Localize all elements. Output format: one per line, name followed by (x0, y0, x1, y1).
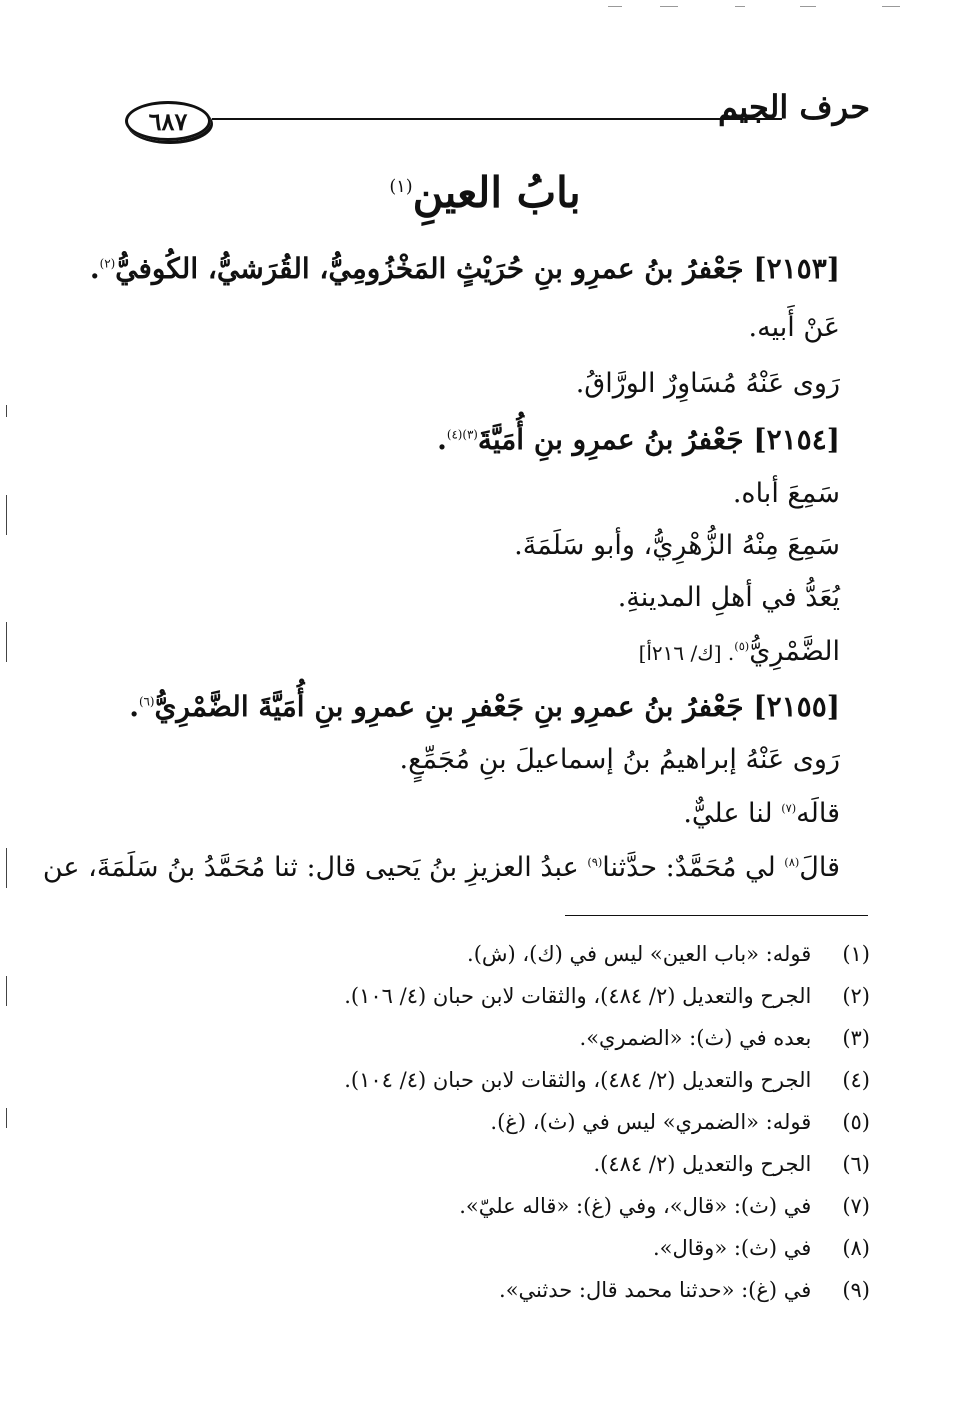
body-line (514, 530, 840, 561)
footnote-text: الجرح والتعديل (٢/ ٤٨٤). (593, 1152, 812, 1176)
body-line (639, 636, 840, 667)
entry-2154-heading (437, 423, 840, 456)
footnote (653, 1236, 870, 1260)
page-number: ٦٨٧ (148, 106, 188, 136)
line-tail: . (129, 690, 139, 723)
footnote-text: الجرح والتعديل (٢/ ٤٨٤)، والثقات لابن حبان (٤/ ١٠٤). (344, 1068, 812, 1092)
footnote-ref: (٧) (781, 801, 797, 815)
footnote-ref: (٨) (784, 855, 800, 869)
scan-edge-marks (0, 0, 970, 14)
line-text: رَوى عَنْهُ مُسَاوِرٌ الورَّاقُ. (575, 368, 840, 399)
line-text: سَمِعَ أباه. (732, 478, 840, 509)
body-line (618, 582, 840, 613)
footnote-number: (٩) (842, 1278, 870, 1302)
footnote-number: (٧) (842, 1194, 870, 1218)
body-line (43, 852, 840, 883)
footnote-ref: (٢) (99, 256, 116, 271)
footnote-text: الجرح والتعديل (٢/ ٤٨٤)، والثقات لابن حبان (٤/ ١٠٦). (344, 984, 812, 1008)
scan-margin-mark (6, 976, 7, 1006)
footnote-ref: (٥) (734, 639, 750, 653)
scan-margin-mark (6, 495, 7, 535)
chapter-title (0, 168, 970, 217)
footnote (344, 1068, 870, 1092)
scan-margin-mark (6, 848, 7, 888)
line-tail: لنا عليٌّ. (683, 798, 782, 829)
line-tail: عبدُ العزيزِ بنُ يَحيى قال: ثنا مُحَمَّدُ بنُ سَلَمَةَ، عن (42, 852, 588, 883)
footnote (459, 1194, 870, 1218)
footnote-number: (٦) (842, 1152, 870, 1176)
footnote-text: في (ث): «قال»، وفي (غ): «قاله عليّ». (459, 1194, 812, 1218)
footnote (490, 1110, 870, 1134)
line-text: عَنْ أَبيه. (748, 312, 840, 343)
footnote-text: بعده في (ث): «الضمري». (579, 1026, 812, 1050)
footnote (344, 984, 870, 1008)
line-tail: . (437, 423, 447, 456)
body-line (683, 798, 840, 829)
footnote (580, 1026, 870, 1050)
line-text: [٢١٥٤] جَعْفرُ بنُ عمرِو بنِ أُمَيَّةَ (477, 423, 840, 456)
header-rule (212, 118, 782, 120)
line-tail: . [ك/ ٢١٦أ] (638, 641, 735, 665)
line-tail: . (89, 252, 100, 285)
line-text: [٢١٥٣] جَعْفرُ بنُ عمرِو بنِ حُرَيْثٍ المَخْزُومِيُّ، القُرَشيُّ، الكُوفيُّ (115, 252, 840, 285)
footnote-text: قوله: «الضمري» ليس في (ث)، (غ). (490, 1110, 812, 1134)
footnote-number: (٨) (842, 1236, 870, 1260)
footnote-ref: (٦) (138, 694, 155, 709)
body-line (749, 312, 840, 343)
line-text: يُعَدُّ في أهلِ المدينةِ. (617, 582, 840, 613)
footnote (593, 1152, 870, 1176)
line-text: [٢١٥٥] جَعْفرُ بنُ عمرِو بنِ جَعْفرِ بنِ عمرِو بنِ أُمَيَّةَ الضَّمْرِيُّ (154, 690, 840, 723)
body-line (733, 478, 840, 509)
body-line (576, 368, 840, 399)
scan-margin-mark (6, 622, 7, 662)
footnote-text: في (غ): «حدثنا محمد قال: حدثني». (499, 1278, 812, 1302)
scan-margin-mark (6, 1108, 7, 1128)
line-text: رَوى عَنْهُ إبراهيمُ بنُ إسماعيلَ بنِ مُجَمِّعٍ. (399, 744, 840, 775)
footnote-number: (٥) (842, 1110, 870, 1134)
footnote-text: في (ث): «وقال». (652, 1236, 812, 1260)
footnote-ref: (٣)(٤) (446, 427, 478, 442)
line-text: سَمِعَ مِنْهُ الزُّهْرِيُّ، وأبو سَلَمَةَ. (514, 530, 840, 561)
footnote-separator (565, 915, 868, 916)
footnote (499, 1278, 870, 1302)
body-line (400, 744, 840, 775)
chapter-title-text: بابُ العينِ (412, 168, 581, 217)
footnote (467, 942, 870, 966)
footnote-number: (١) (842, 942, 870, 966)
footnote-ref: (٩) (587, 855, 603, 869)
line-tail: لي مُحَمَّدٌ: حدَّثنا (602, 852, 785, 883)
footnote-number: (٤) (842, 1068, 870, 1092)
entry-2153-heading (90, 252, 840, 285)
running-title: حرف الجيم (718, 88, 870, 126)
line-text: قالَه (796, 798, 840, 829)
footnote-text: قوله: «باب العين» ليس في (ك)، (ش). (467, 942, 812, 966)
footnote-number: (٢) (842, 984, 870, 1008)
chapter-footnote-ref: (١) (389, 177, 413, 197)
line-text: قالَ (799, 852, 840, 883)
page-number-badge (125, 101, 211, 141)
footnote-number: (٣) (842, 1026, 870, 1050)
entry-2155-heading (129, 690, 840, 723)
line-text: الضَّمْرِيُّ (749, 636, 840, 667)
scan-margin-mark (6, 405, 7, 417)
